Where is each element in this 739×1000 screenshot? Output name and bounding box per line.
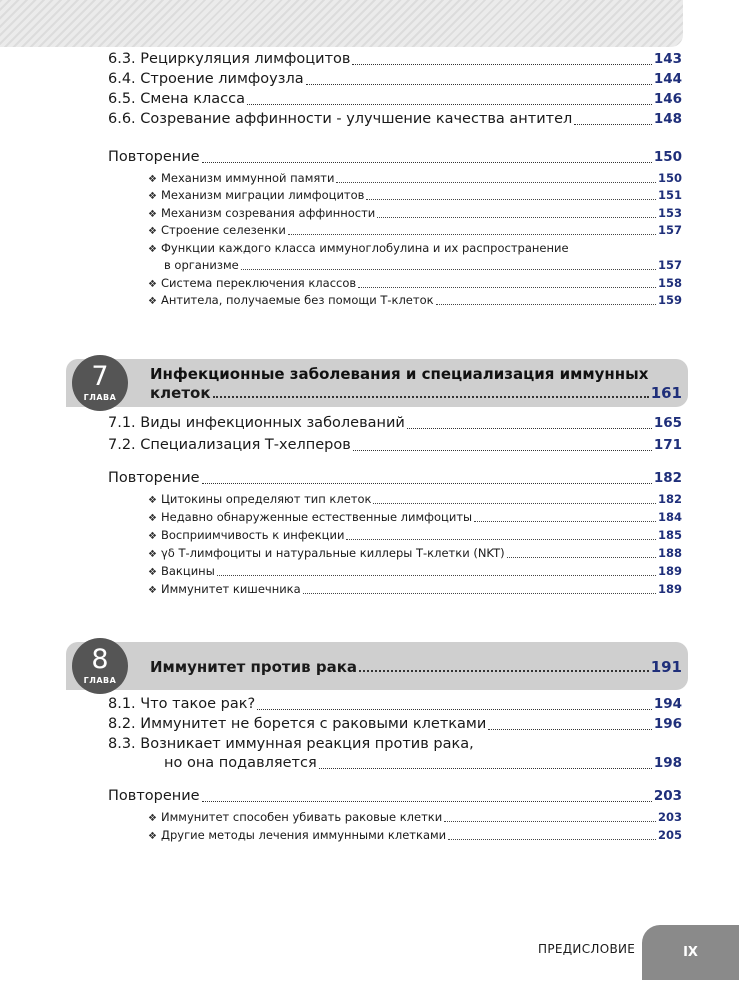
- chapter-title: Иммунитет против рака: [150, 658, 357, 676]
- review-page: 150: [653, 149, 682, 165]
- footer-page-number: IX: [683, 945, 698, 960]
- subitem-label: Строение селезенки: [161, 223, 286, 237]
- review-page: 203: [653, 788, 682, 804]
- toc-entry-8-2[interactable]: [108, 716, 682, 734]
- dot-leader: [217, 575, 656, 576]
- diamond-bullet-icon: ❖: [148, 209, 157, 220]
- dot-leader: [366, 199, 656, 200]
- toc-subitem[interactable]: [108, 828, 682, 843]
- toc-review-8[interactable]: [108, 788, 682, 806]
- chapter-title-row: [150, 384, 682, 402]
- dot-leader: [247, 104, 652, 105]
- diamond-bullet-icon: ❖: [148, 191, 157, 202]
- chapter-number-badge: [72, 638, 128, 694]
- toc-entry-label: 6.5. Смена класса: [108, 91, 245, 107]
- toc-entry-label: 8.3. Возникает иммунная реакция против рака,: [108, 736, 474, 752]
- chapter-title-line1: Инфекционные заболевания и специализация иммунных: [150, 365, 649, 383]
- subitem-label: Функции каждого класса иммуноглобулина и их распространение: [161, 241, 569, 255]
- diamond-bullet-icon: ❖: [148, 513, 157, 524]
- review-label: Повторение: [108, 470, 200, 486]
- dot-leader: [377, 217, 656, 218]
- toc-subitem[interactable]: [108, 528, 682, 543]
- toc-entry-8-3-continuation[interactable]: [108, 755, 682, 773]
- toc-subitem[interactable]: [108, 564, 682, 579]
- dot-leader: [241, 269, 656, 270]
- subitem-page: 184: [657, 510, 682, 524]
- toc-entry-8-1[interactable]: [108, 696, 682, 714]
- subitem-label: Восприимчивость к инфекции: [161, 528, 345, 542]
- dot-leader: [346, 539, 656, 540]
- subitem-page: 182: [657, 492, 682, 506]
- subitem-page: 159: [657, 293, 682, 307]
- dot-leader: [407, 428, 652, 429]
- toc-review-6[interactable]: [108, 149, 682, 167]
- subitem-page: 189: [657, 564, 682, 578]
- subitem-page: 205: [657, 828, 682, 842]
- dot-leader: [353, 450, 652, 451]
- diamond-bullet-icon: ❖: [148, 279, 157, 290]
- subitem-page: 189: [657, 582, 682, 596]
- toc-entry-7-2[interactable]: [108, 437, 682, 455]
- dot-leader: [574, 124, 652, 125]
- toc-entry-8-3[interactable]: [108, 736, 682, 754]
- toc-entry-label-cont: но она подавляется: [164, 755, 317, 771]
- subitem-label: Механизм созревания аффинности: [161, 206, 376, 220]
- toc-entry-label: 8.1. Что такое рак?: [108, 696, 256, 712]
- toc-subitem[interactable]: [108, 171, 682, 186]
- chapter-page: 161: [650, 384, 682, 402]
- diamond-bullet-icon: ❖: [148, 531, 157, 542]
- toc-subitem-continuation[interactable]: [108, 258, 682, 273]
- dot-leader: [288, 234, 656, 235]
- subitem-page: 188: [657, 546, 682, 560]
- toc-entry-page: 143: [653, 51, 682, 67]
- subitem-label: Механизм миграции лимфоцитов: [161, 188, 365, 202]
- dot-leader: [352, 64, 651, 65]
- dot-leader: [436, 304, 656, 305]
- subitem-page: 157: [657, 223, 682, 237]
- dot-leader: [448, 839, 656, 840]
- toc-entry-label: 7.1. Виды инфекционных заболеваний: [108, 415, 405, 431]
- diamond-bullet-icon: ❖: [148, 549, 157, 560]
- dot-leader: [303, 593, 656, 594]
- toc-subitem[interactable]: [108, 510, 682, 525]
- dot-leader: [257, 709, 652, 710]
- subitem-page: 151: [657, 188, 682, 202]
- subitem-page: 203: [657, 810, 682, 824]
- toc-entry-label: 6.4. Строение лимфоузла: [108, 71, 304, 87]
- subitem-label: Иммунитет способен убивать раковые клетки: [161, 810, 443, 824]
- toc-entry-label: 6.3. Рециркуляция лимфоцитов: [108, 51, 351, 67]
- dot-leader: [336, 182, 656, 183]
- toc-entry-page: 194: [653, 696, 682, 712]
- subitem-page: 185: [657, 528, 682, 542]
- chapter-label: ГЛАВА: [83, 676, 117, 685]
- subitem-label: Иммунитет кишечника: [161, 582, 301, 596]
- toc-entry-page: 146: [653, 91, 682, 107]
- dot-leader: [213, 396, 649, 398]
- toc-entry-label: 6.6. Созревание аффинности - улучшение качества антител: [108, 111, 573, 127]
- toc-entry-page: 198: [653, 755, 682, 771]
- chapter-7-banner[interactable]: [66, 359, 688, 407]
- subitem-page: 150: [657, 171, 682, 185]
- diamond-bullet-icon: ❖: [148, 226, 157, 237]
- chapter-title-line2: клеток: [150, 384, 211, 402]
- review-page: 182: [653, 470, 682, 486]
- subitem-label-cont: в организме: [164, 258, 239, 272]
- subitem-label: Антитела, получаемые без помощи Т-клеток: [161, 293, 434, 307]
- diamond-bullet-icon: ❖: [148, 585, 157, 596]
- toc-subitem[interactable]: [108, 276, 682, 291]
- diamond-bullet-icon: ❖: [148, 813, 157, 824]
- subitem-label: Цитокины определяют тип клеток: [161, 492, 372, 506]
- subitem-label: Система переключения классов: [161, 276, 357, 290]
- diamond-bullet-icon: ❖: [148, 244, 157, 255]
- chapter-number: 8: [91, 644, 109, 675]
- subitem-label: Механизм иммунной памяти: [161, 171, 335, 185]
- subitem-label: Другие методы лечения иммунными клетками: [161, 828, 447, 842]
- footer-page-tab: [642, 925, 739, 980]
- chapter-title-row: [150, 658, 682, 676]
- chapter-number-badge: [72, 355, 128, 411]
- dot-leader: [202, 162, 652, 163]
- toc-subitem[interactable]: [108, 206, 682, 221]
- toc-subitem[interactable]: [108, 241, 682, 256]
- toc-entry-label: 7.2. Специализация Т-хелперов: [108, 437, 351, 453]
- dot-leader: [319, 768, 652, 769]
- subitem-page: 153: [657, 206, 682, 220]
- dot-leader: [359, 670, 649, 672]
- footer-section-label: ПРЕДИСЛОВИЕ: [538, 942, 636, 956]
- toc-entry-6-4[interactable]: [108, 71, 682, 89]
- chapter-page: 191: [650, 658, 682, 676]
- subitem-page: 158: [657, 276, 682, 290]
- subitem-label: Вакцины: [161, 564, 215, 578]
- toc-entry-page: 165: [653, 415, 682, 431]
- toc-entry-6-3[interactable]: [108, 51, 682, 69]
- diamond-bullet-icon: ❖: [148, 296, 157, 307]
- diamond-bullet-icon: ❖: [148, 174, 157, 185]
- dot-leader: [507, 557, 656, 558]
- subitem-page: 157: [657, 258, 682, 272]
- toc-subitem[interactable]: [108, 546, 682, 561]
- dot-leader: [444, 821, 656, 822]
- toc-subitem[interactable]: [108, 293, 682, 308]
- toc-review-7[interactable]: [108, 470, 682, 488]
- toc-entry-label: 8.2. Иммунитет не борется с раковыми клетками: [108, 716, 487, 732]
- toc-entry-page: 196: [653, 716, 682, 732]
- chapter-8-banner[interactable]: [66, 642, 688, 690]
- toc-entry-6-6[interactable]: [108, 111, 682, 129]
- diamond-bullet-icon: ❖: [148, 567, 157, 578]
- toc-subitem[interactable]: [108, 492, 682, 507]
- diamond-bullet-icon: ❖: [148, 495, 157, 506]
- dot-leader: [373, 503, 656, 504]
- dot-leader: [306, 84, 652, 85]
- chapter-label: ГЛАВА: [83, 393, 117, 402]
- toc-subitem[interactable]: [108, 223, 682, 238]
- dot-leader: [474, 521, 656, 522]
- review-label: Повторение: [108, 788, 200, 804]
- toc-entry-6-5[interactable]: [108, 91, 682, 109]
- dot-leader: [202, 801, 652, 802]
- subitem-label: Недавно обнаруженные естественные лимфоциты: [161, 510, 473, 524]
- toc-entry-page: 144: [653, 71, 682, 87]
- toc-entry-page: 171: [653, 437, 682, 453]
- subitem-label: γδ Т-лимфоциты и натуральные киллеры Т-клетки (NKT): [161, 546, 505, 560]
- header-band: [0, 0, 683, 47]
- toc-subitem[interactable]: [108, 582, 682, 597]
- toc-entry-7-1[interactable]: [108, 415, 682, 433]
- review-label: Повторение: [108, 149, 200, 165]
- chapter-number: 7: [91, 361, 109, 392]
- toc-entry-page: 148: [653, 111, 682, 127]
- diamond-bullet-icon: ❖: [148, 831, 157, 842]
- toc-subitem[interactable]: [108, 810, 682, 825]
- dot-leader: [202, 483, 652, 484]
- dot-leader: [488, 729, 652, 730]
- toc-subitem[interactable]: [108, 188, 682, 203]
- dot-leader: [358, 287, 656, 288]
